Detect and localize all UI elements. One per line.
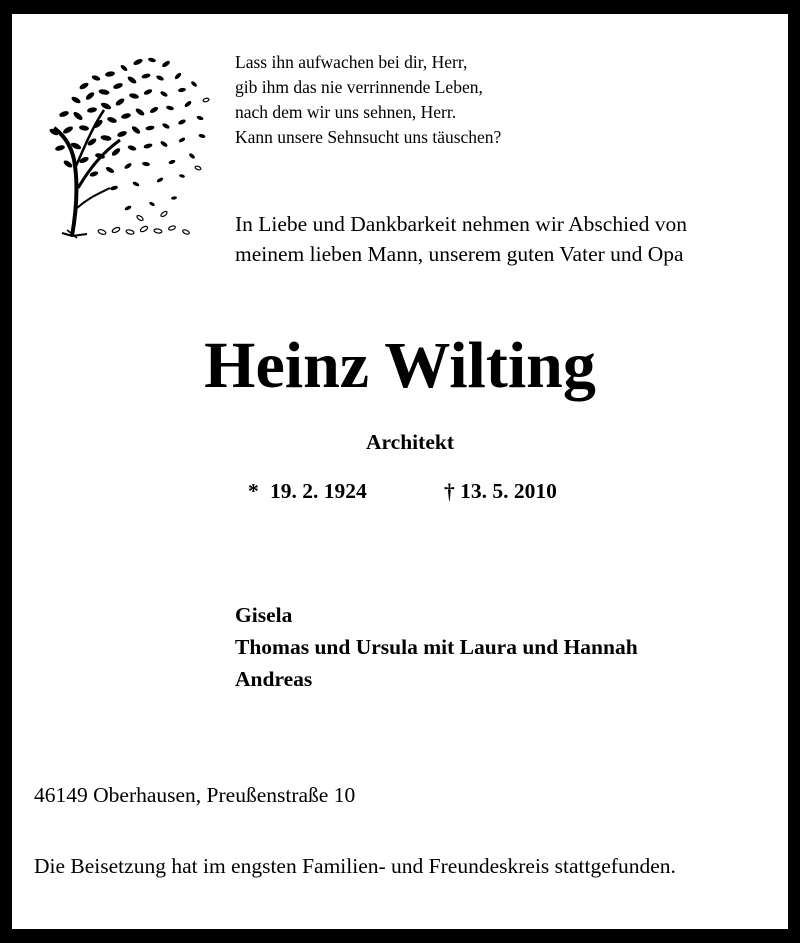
family-member: Andreas — [235, 667, 313, 691]
family-members — [235, 599, 638, 695]
birth-star-icon: * — [248, 479, 259, 503]
farewell-line: meinem lieben Mann, unserem guten Vater und Opa — [235, 242, 684, 266]
family-member: Gisela — [235, 603, 293, 627]
burial-note: Die Beisetzung hat im engsten Familien- und Freundeskreis stattgefunden. — [34, 854, 676, 878]
address: 46149 Oberhausen, Preußenstraße 10 — [34, 783, 356, 807]
farewell-text — [235, 209, 687, 269]
death-cross-icon: † — [444, 479, 455, 503]
poem-verse — [235, 50, 501, 150]
deceased-name: Heinz Wilting — [204, 329, 596, 402]
birth-date-line — [248, 476, 367, 506]
poem-line: gib ihm das nie verrinnende Leben, — [235, 77, 483, 97]
death-date-line — [444, 476, 557, 506]
tree-icon — [32, 48, 217, 243]
poem-line: nach dem wir uns sehnen, Herr. — [235, 102, 457, 122]
deceased-profession: Architekt — [366, 430, 454, 454]
farewell-line: In Liebe und Dankbarkeit nehmen wir Abschied von — [235, 212, 687, 236]
poem-line: Kann unsere Sehnsucht uns täuschen? — [235, 127, 502, 147]
poem-line: Lass ihn aufwachen bei dir, Herr, — [235, 52, 468, 72]
birth-date: 19. 2. 1924 — [270, 479, 367, 503]
death-date: 13. 5. 2010 — [460, 479, 557, 503]
family-member: Thomas und Ursula mit Laura und Hannah — [235, 635, 638, 659]
